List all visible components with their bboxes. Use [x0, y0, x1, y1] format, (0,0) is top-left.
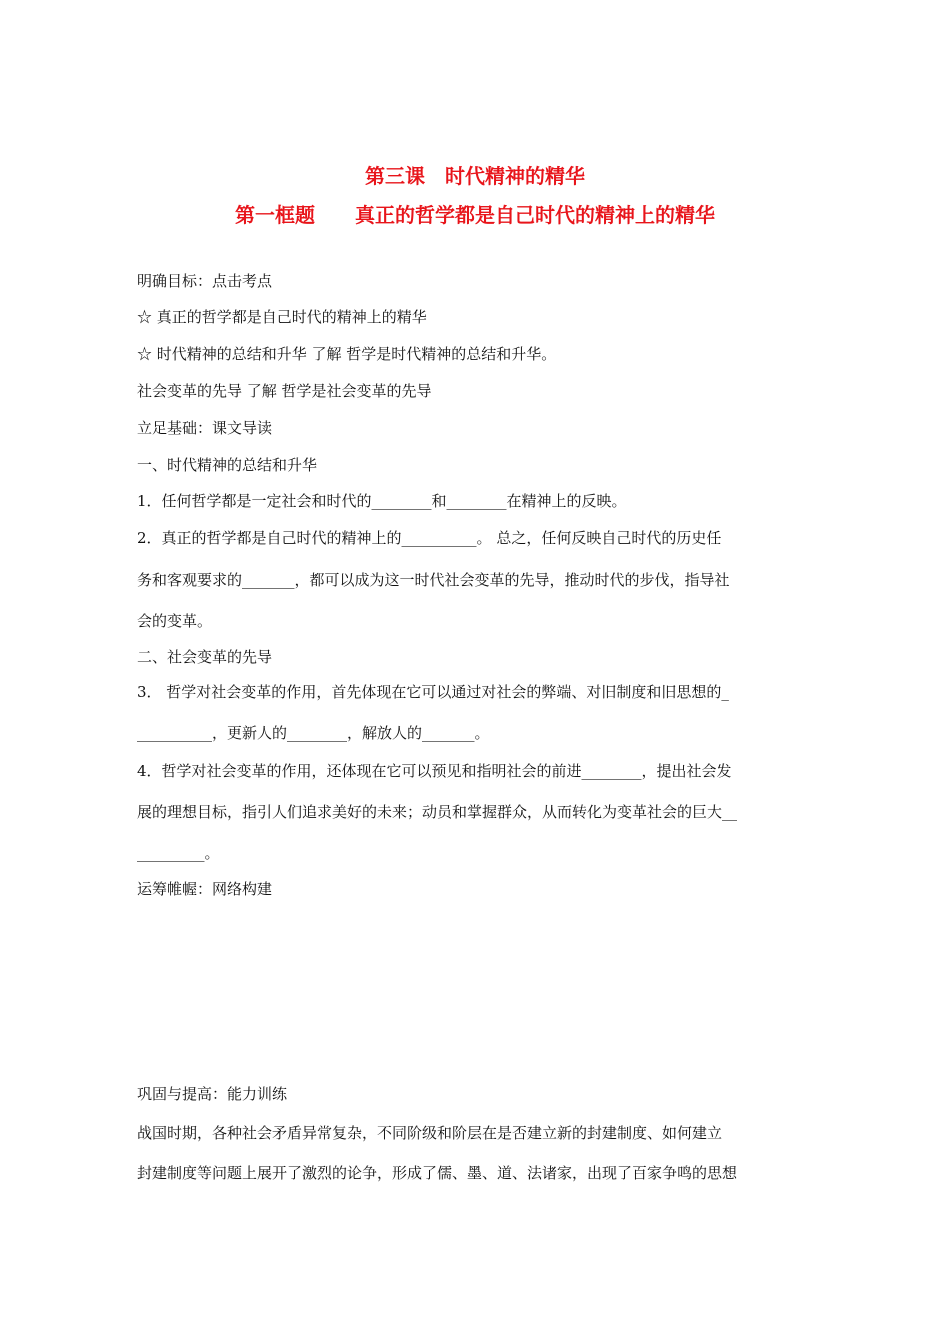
network-heading: 运筹帷幄：网络构建 [137, 880, 273, 898]
question-2-line-2: 务和客观要求的_______，都可以成为这一时代社会变革的先导，推动时代的步伐，指导社 [137, 571, 730, 589]
part-two-heading: 二、社会变革的先导 [137, 648, 273, 666]
foundation-heading: 立足基础：课文导读 [137, 419, 273, 437]
practice-paragraph-line-1: 战国时期，各种社会矛盾异常复杂，不同阶级和阶层在是否建立新的封建制度、如何建立 [137, 1124, 723, 1142]
goal-heading: 明确目标：点击考点 [137, 272, 273, 290]
question-4-line-1: 4．哲学对社会变革的作用，还体现在它可以预见和指明社会的前进________，提出社会发 [137, 762, 732, 780]
question-4-line-2: 展的理想目标，指引人们追求美好的未来；动员和掌握群众，从而转化为变革社会的巨大__ [137, 803, 738, 821]
practice-heading: 巩固与提高：能力训练 [137, 1085, 288, 1103]
question-3-line-1: 3． 哲学对社会变革的作用，首先体现在它可以通过对社会的弊端、对旧制度和旧思想的_ [137, 683, 729, 701]
practice-paragraph-line-2: 封建制度等问题上展开了激烈的论争，形成了儒、墨、道、法诸家，出现了百家争鸣的思想 [137, 1164, 738, 1182]
question-3-line-2: __________，更新人的________，解放人的_______。 [137, 724, 490, 742]
part-one-heading: 一、时代精神的总结和升华 [137, 456, 318, 474]
question-1: 1．任何哲学都是一定社会和时代的________和________在精神上的反映。 [137, 492, 627, 510]
goal-item-1: ☆ 真正的哲学都是自己时代的精神上的精华 [137, 308, 427, 326]
question-4-line-3: _________。 [137, 844, 220, 862]
question-2-line-3: 会的变革。 [137, 612, 213, 630]
question-2-line-1: 2．真正的哲学都是自己时代的精神上的__________。 总之，任何反映自己时代的历史任 [137, 529, 722, 547]
goal-item-3: 社会变革的先导 了解 哲学是社会变革的先导 [137, 382, 432, 400]
lesson-title: 第三课 时代精神的精华 [365, 164, 585, 188]
goal-item-2: ☆ 时代精神的总结和升华 了解 哲学是时代精神的总结和升华。 [137, 345, 557, 363]
section-title: 第一框题 真正的哲学都是自己时代的精神上的精华 [235, 203, 715, 227]
